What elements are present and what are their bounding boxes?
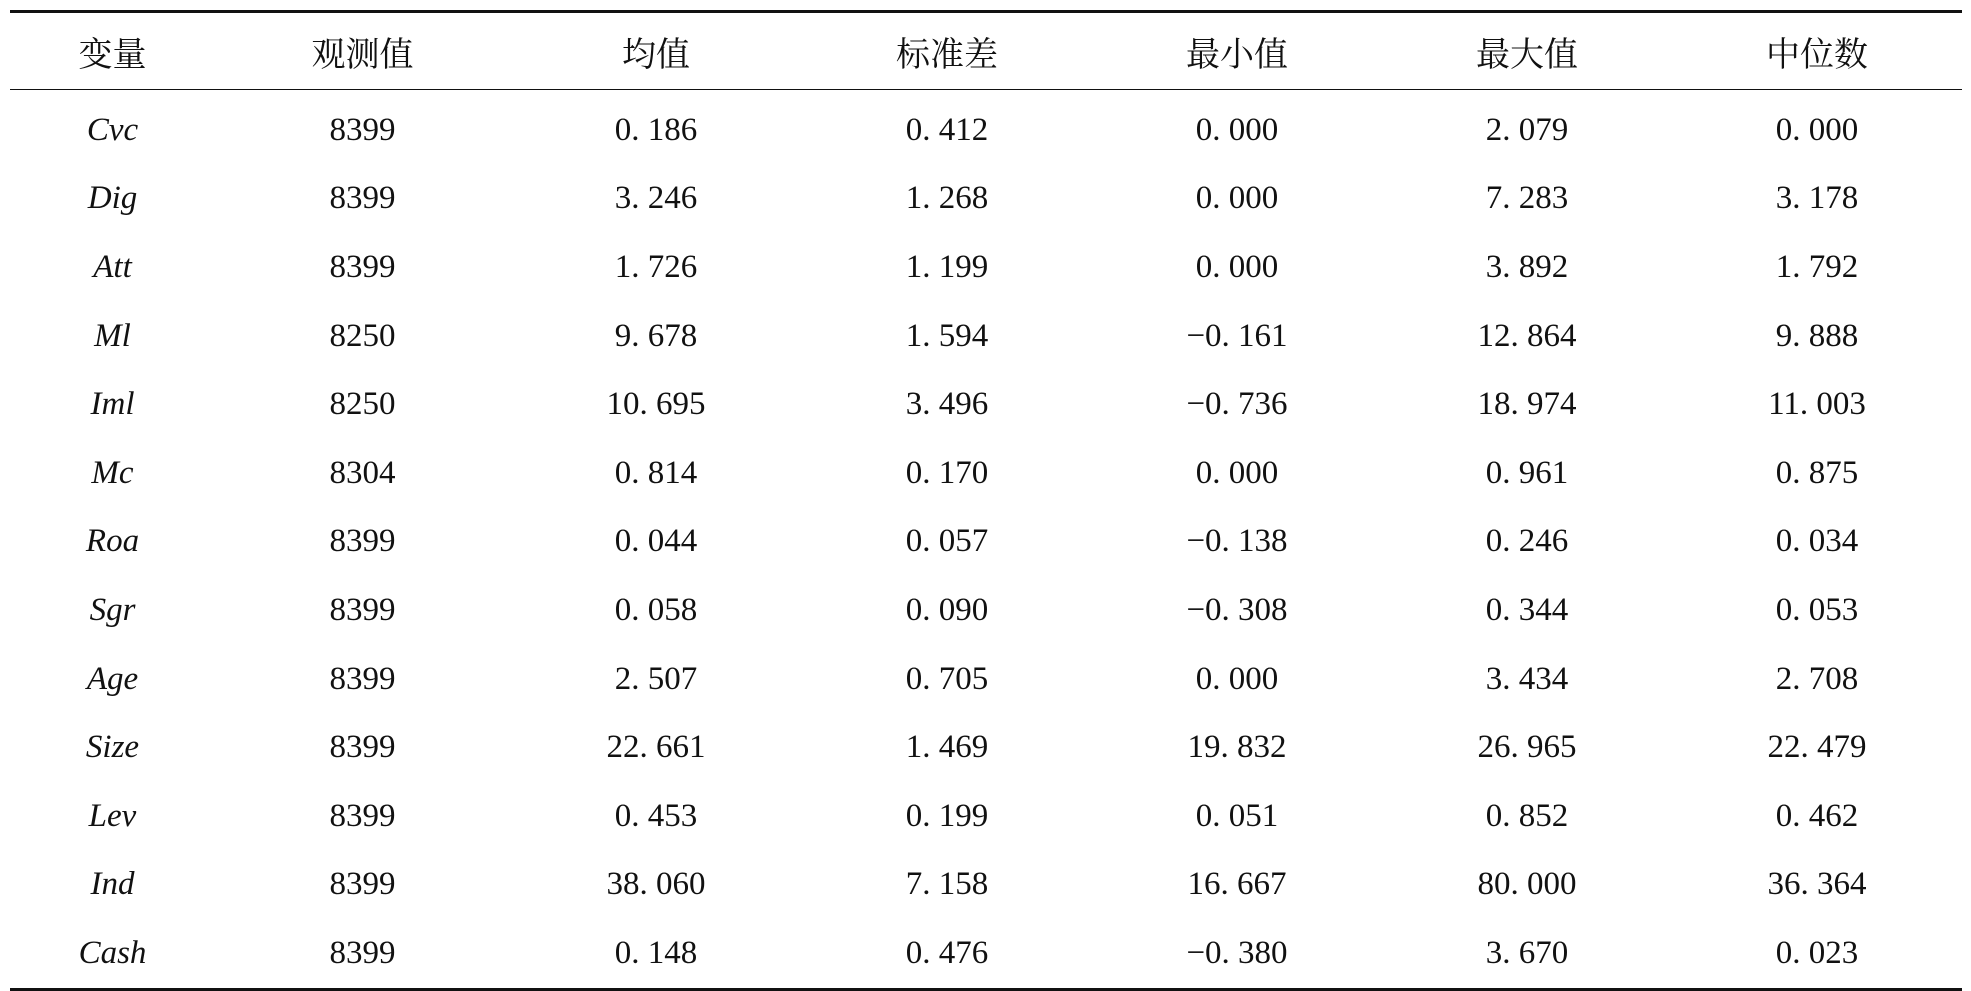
- cell-min: 0. 051: [1195, 797, 1279, 834]
- table-row: [10, 508, 1962, 577]
- cell-observations: 8399: [215, 919, 510, 989]
- cell-max: 12. 864: [1477, 317, 1577, 354]
- cell-variable: Mc: [91, 454, 134, 491]
- cell-max: 3. 892: [1485, 248, 1569, 285]
- cell-median: 3. 178: [1775, 180, 1859, 217]
- cell-max: 0. 961: [1485, 454, 1569, 491]
- cell-max: 0. 852: [1485, 797, 1569, 834]
- cell-std-dev: 0. 476: [802, 919, 1092, 989]
- cell-mean: 3. 246: [614, 180, 698, 217]
- cell-median: 0. 034: [1775, 523, 1859, 560]
- cell-std-dev: 7. 158: [905, 866, 989, 903]
- cell-min: −0. 380: [1092, 919, 1382, 989]
- cell-mean: 0. 453: [614, 797, 698, 834]
- cell-observations: 8399: [329, 729, 396, 766]
- cell-median: 0. 462: [1775, 797, 1859, 834]
- cell-mean: 38. 060: [606, 866, 706, 903]
- cell-observations: 8399: [329, 866, 396, 903]
- table-row: [10, 302, 1962, 371]
- cell-variable: Size: [85, 729, 140, 766]
- cell-std-dev: 0. 090: [905, 591, 989, 628]
- cell-mean: 0. 148: [510, 919, 802, 989]
- cell-max: 2. 079: [1485, 111, 1569, 148]
- cell-observations: 8304: [329, 454, 396, 491]
- cell-median: 11. 003: [1768, 386, 1866, 423]
- header-mean: 均值: [510, 12, 802, 90]
- cell-observations: 8399: [329, 248, 396, 285]
- header-row: [10, 12, 1962, 90]
- cell-max: 0. 246: [1485, 523, 1569, 560]
- cell-observations: 8250: [329, 386, 396, 423]
- descriptive-statistics-table: [10, 10, 1962, 991]
- cell-observations: 8399: [329, 180, 396, 217]
- table-body: [10, 90, 1962, 990]
- cell-min: 0. 000: [1195, 660, 1279, 697]
- cell-std-dev: 0. 170: [905, 454, 989, 491]
- cell-min: −0. 161: [1186, 317, 1288, 354]
- cell-variable: Iml: [90, 386, 135, 423]
- table-row: [10, 370, 1962, 439]
- table-row: [10, 165, 1962, 234]
- cell-observations: 8399: [329, 660, 396, 697]
- cell-std-dev: 1. 469: [905, 729, 989, 766]
- cell-min: 16. 667: [1187, 866, 1287, 903]
- cell-observations: 8399: [329, 591, 396, 628]
- cell-observations: 8399: [329, 797, 396, 834]
- table-row: [10, 645, 1962, 714]
- table-row: [10, 782, 1962, 851]
- cell-variable: Cvc: [86, 111, 139, 148]
- header-std-dev: 标准差: [802, 12, 1092, 90]
- cell-min: 19. 832: [1187, 729, 1287, 766]
- cell-variable: Att: [93, 248, 132, 285]
- cell-mean: 22. 661: [606, 729, 706, 766]
- table-row: [10, 851, 1962, 920]
- cell-variable: Cash: [10, 919, 215, 989]
- cell-max: 3. 434: [1485, 660, 1569, 697]
- cell-median: 0. 053: [1775, 591, 1859, 628]
- cell-max: 26. 965: [1477, 729, 1577, 766]
- cell-min: 0. 000: [1195, 248, 1279, 285]
- cell-variable: Ind: [90, 866, 135, 903]
- cell-variable: Dig: [87, 180, 138, 217]
- cell-median: 22. 479: [1767, 729, 1867, 766]
- cell-std-dev: 0. 412: [905, 111, 989, 148]
- cell-min: 0. 000: [1195, 454, 1279, 491]
- cell-median: 0. 000: [1775, 111, 1859, 148]
- cell-max: 0. 344: [1485, 591, 1569, 628]
- cell-variable: Roa: [85, 523, 140, 560]
- cell-median: 0. 023: [1672, 919, 1962, 989]
- cell-max: 7. 283: [1485, 180, 1569, 217]
- cell-std-dev: 1. 268: [905, 180, 989, 217]
- cell-std-dev: 3. 496: [905, 386, 989, 423]
- cell-observations: 8250: [329, 317, 396, 354]
- cell-min: 0. 000: [1195, 111, 1279, 148]
- table-row: [10, 233, 1962, 302]
- cell-max: 80. 000: [1477, 866, 1577, 903]
- cell-mean: 0. 814: [614, 454, 698, 491]
- cell-variable: Lev: [88, 797, 137, 834]
- table-row: [10, 90, 1962, 165]
- cell-std-dev: 1. 594: [905, 317, 989, 354]
- cell-mean: 0. 044: [614, 523, 698, 560]
- cell-mean: 9. 678: [614, 317, 698, 354]
- cell-min: −0. 736: [1186, 386, 1288, 423]
- cell-min: −0. 138: [1186, 523, 1288, 560]
- table-row: [10, 439, 1962, 508]
- cell-variable: Sgr: [89, 591, 136, 628]
- cell-median: 9. 888: [1775, 317, 1859, 354]
- cell-mean: 2. 507: [614, 660, 698, 697]
- cell-median: 1. 792: [1775, 248, 1859, 285]
- header-variable: 变量: [10, 12, 215, 90]
- cell-max: 18. 974: [1477, 386, 1577, 423]
- table-row: [10, 576, 1962, 645]
- cell-std-dev: 1. 199: [905, 248, 989, 285]
- cell-mean: 1. 726: [614, 248, 698, 285]
- cell-std-dev: 0. 705: [905, 660, 989, 697]
- cell-mean: 0. 058: [614, 591, 698, 628]
- cell-mean: 10. 695: [606, 386, 706, 423]
- cell-median: 0. 875: [1775, 454, 1859, 491]
- cell-min: −0. 308: [1186, 591, 1288, 628]
- cell-std-dev: 0. 057: [905, 523, 989, 560]
- cell-median: 2. 708: [1775, 660, 1859, 697]
- header-observations: 观测值: [215, 12, 510, 90]
- table-row: [10, 713, 1962, 782]
- header-max: 最大值: [1382, 12, 1672, 90]
- cell-observations: 8399: [329, 111, 396, 148]
- cell-max: 3. 670: [1382, 919, 1672, 989]
- cell-mean: 0. 186: [614, 111, 698, 148]
- cell-variable: Age: [86, 660, 139, 697]
- descriptive-statistics-table-container: [10, 10, 1962, 991]
- cell-min: 0. 000: [1195, 180, 1279, 217]
- cell-median: 36. 364: [1767, 866, 1867, 903]
- header-median: 中位数: [1672, 12, 1962, 90]
- table-header: [10, 12, 1962, 90]
- table-row: [10, 919, 1962, 989]
- cell-observations: 8399: [329, 523, 396, 560]
- cell-variable: Ml: [94, 317, 131, 354]
- cell-std-dev: 0. 199: [905, 797, 989, 834]
- header-min: 最小值: [1092, 12, 1382, 90]
